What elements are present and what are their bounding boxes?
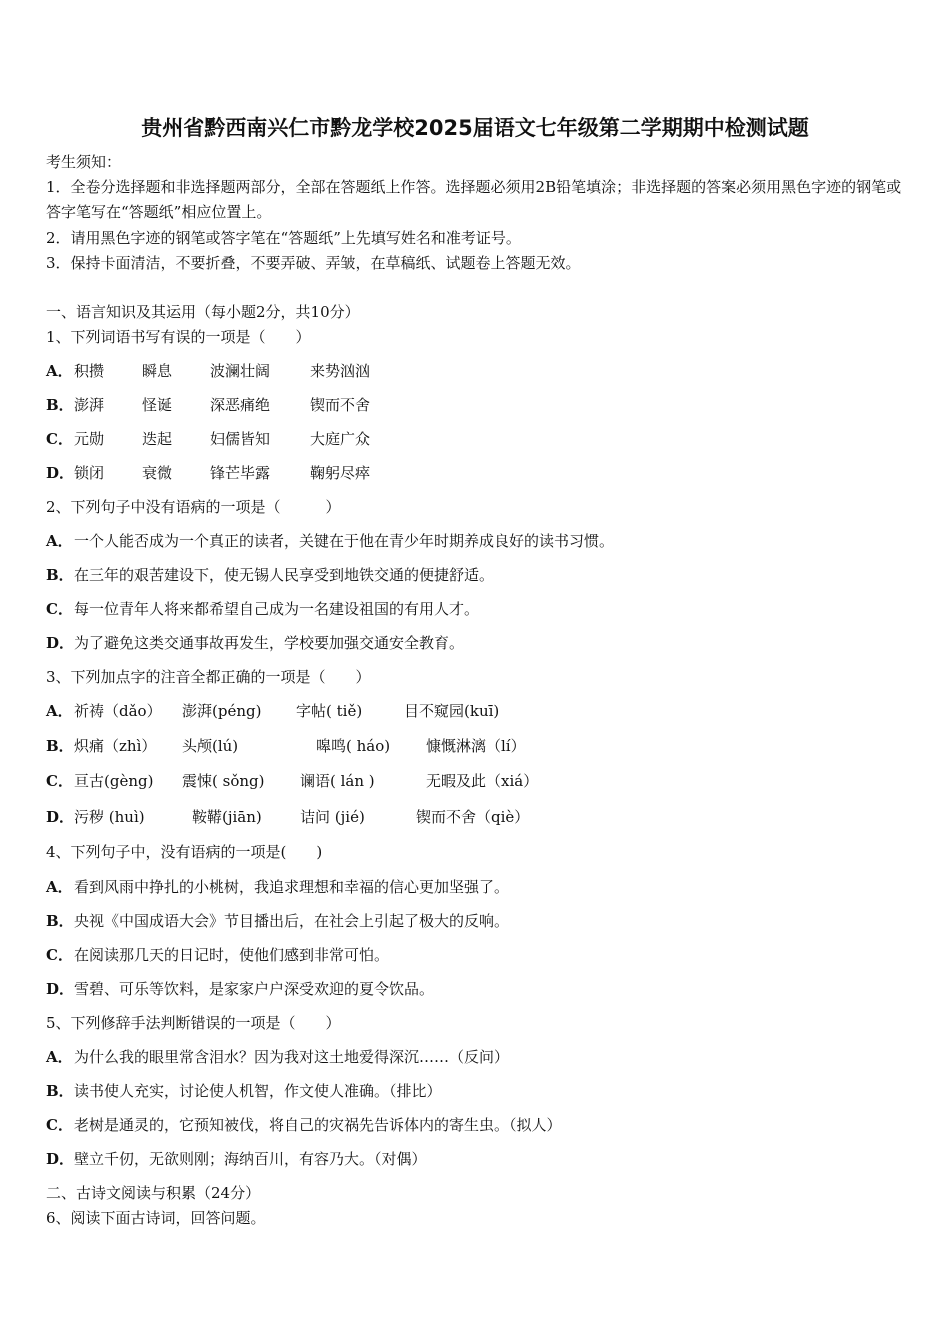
pinyin-item: 锲而不舍（qiè）: [416, 808, 530, 826]
option-letter: D．: [46, 634, 75, 652]
option-text: 为了避免这类交通事故再发生，学校要加强交通安全教育。: [74, 634, 465, 652]
option-word: 澎湃: [74, 396, 105, 414]
option-letter: D．: [46, 808, 75, 826]
option-letter: A．: [46, 1048, 73, 1066]
option-letter: B．: [46, 912, 74, 930]
question-2-option-c: [46, 599, 479, 619]
question-3-option-d: [46, 807, 529, 827]
option-text: 央视《中国成语大会》节目播出后，在社会上引起了极大的反响。: [74, 912, 510, 930]
option-text: 雪碧、可乐等饮料，是家家户户深受欢迎的夏令饮品。: [74, 980, 435, 998]
question-4-option-a: [46, 877, 509, 897]
notice-item-1: 1．全卷分选择题和非选择题两部分，全部在答题纸上作答。选择题必须用2B铅笔填涂；非选择题的答案必须用黑色字迹的钢笔或答字笔写在“答题纸”相应位置上。: [46, 178, 902, 221]
question-5-stem: 5、下列修辞手法判断错误的一项是（ ）: [46, 1014, 341, 1032]
question-2-option-a: [46, 531, 614, 551]
option-text: 每一位青年人将来都希望自己成为一名建设祖国的有用人才。: [74, 600, 480, 618]
question-6-stem: 6、阅读下面古诗词，回答问题。: [46, 1209, 266, 1227]
option-letter: B．: [46, 396, 74, 414]
pinyin-item: 祈祷（dǎo）: [74, 702, 162, 720]
option-word: 来势汹汹: [310, 362, 371, 380]
option-text: 在阅读那几天的日记时，使他们感到非常可怕。: [74, 946, 390, 964]
question-4-option-b: [46, 911, 509, 931]
notice-item-3: 3．保持卡面清洁，不要折叠，不要弄破、弄皱，在草稿纸、试题卷上答题无效。: [46, 254, 581, 272]
question-3-option-b: [46, 736, 526, 756]
option-letter: C．: [46, 430, 73, 448]
section-2-heading: 二、古诗文阅读与积累（24分）: [46, 1184, 261, 1202]
option-letter: C．: [46, 772, 73, 790]
question-1-option-a: [46, 361, 370, 381]
option-word: 锋芒毕露: [210, 464, 271, 482]
option-letter: B．: [46, 566, 74, 584]
question-2-option-d: [46, 633, 464, 653]
pinyin-item: 慷慨淋漓（lí）: [426, 737, 526, 755]
question-2-option-b: [46, 565, 494, 585]
option-letter: D．: [46, 1150, 75, 1168]
pinyin-item: 谰语( lán ): [300, 772, 375, 790]
pinyin-item: 无暇及此（xiá）: [426, 772, 539, 790]
notice-item-2: 2．请用黑色字迹的钢笔或答字笔在“答题纸”上先填写姓名和准考证号。: [46, 229, 521, 247]
question-3-option-a: [46, 701, 499, 721]
option-word: 大庭广众: [310, 430, 371, 448]
pinyin-item: 目不窥园(kuī): [404, 702, 500, 720]
option-word: 鞠躬尽瘁: [310, 464, 371, 482]
option-word: 元勋: [74, 430, 105, 448]
page-title: 贵州省黔西南兴仁市黔龙学校2025届语文七年级第二学期期中检测试题: [141, 116, 809, 140]
pinyin-item: 亘古(gèng): [74, 772, 154, 790]
option-letter: A．: [46, 362, 73, 380]
option-text: 壁立千仞，无欲则刚；海纳百川，有容乃大。（对偶）: [74, 1150, 427, 1168]
option-word: 锲而不舍: [310, 396, 371, 414]
option-text: 读书使人充实，讨论使人机智，作文使人准确。（排比）: [74, 1082, 442, 1100]
option-text: 一个人能否成为一个真正的读者，关键在于他在青少年时期养成良好的读书习惯。: [74, 532, 615, 550]
option-letter: D．: [46, 464, 75, 482]
question-5-option-d: [46, 1149, 427, 1169]
option-word: 锁闭: [74, 464, 105, 482]
notice-heading: 考生须知：: [46, 153, 122, 171]
option-word: 迭起: [142, 430, 173, 448]
question-1-stem: 1、下列词语书写有误的一项是（ ）: [46, 328, 311, 346]
option-letter: B．: [46, 737, 74, 755]
option-letter: A．: [46, 532, 73, 550]
pinyin-item: 诘问 (jié): [300, 808, 365, 826]
pinyin-item: 震悚( sǒng): [182, 772, 265, 790]
option-word: 深恶痛绝: [210, 396, 271, 414]
question-1-option-b: [46, 395, 370, 415]
question-3-option-c: [46, 771, 538, 791]
question-4-stem: 4、下列句子中，没有语病的一项是( ): [46, 843, 323, 861]
option-text: 在三年的艰苦建设下，使无锡人民享受到地铁交通的便捷舒适。: [74, 566, 495, 584]
option-letter: C．: [46, 600, 73, 618]
option-letter: A．: [46, 702, 73, 720]
option-text: 老树是通灵的，它预知被伐，将自己的灾祸先告诉体内的寄生虫。（拟人）: [74, 1116, 562, 1134]
pinyin-item: 鞍鞯(jiān): [192, 808, 262, 826]
question-5-option-c: [46, 1115, 562, 1135]
question-3-stem: 3、下列加点字的注音全都正确的一项是（ ）: [46, 668, 371, 686]
option-letter: C．: [46, 946, 73, 964]
option-word: 衰微: [142, 464, 173, 482]
pinyin-item: 嗥鸣( háo): [316, 737, 391, 755]
option-word: 瞬息: [142, 362, 173, 380]
option-word: 妇儒皆知: [210, 430, 271, 448]
option-letter: D．: [46, 980, 75, 998]
pinyin-item: 头颅(lú): [182, 737, 239, 755]
pinyin-item: 炽痛（zhì）: [74, 737, 157, 755]
option-letter: C．: [46, 1116, 73, 1134]
question-2-stem: 2、下列句子中没有语病的一项是（ ）: [46, 498, 341, 516]
option-word: 波澜壮阔: [210, 362, 271, 380]
question-1-option-c: [46, 429, 370, 449]
option-letter: A．: [46, 878, 73, 896]
pinyin-item: 字帖( tiě): [296, 702, 363, 720]
question-4-option-c: [46, 945, 389, 965]
option-word: 积攒: [74, 362, 105, 380]
option-text: 为什么我的眼里常含泪水？因为我对这土地爱得深沉……（反问）: [74, 1048, 510, 1066]
option-word: 怪诞: [142, 396, 173, 414]
option-letter: B．: [46, 1082, 74, 1100]
option-text: 看到风雨中挣扎的小桃树，我追求理想和幸福的信心更加坚强了。: [74, 878, 510, 896]
question-5-option-b: [46, 1081, 442, 1101]
pinyin-item: 污秽 (huì): [74, 808, 145, 826]
question-1-option-d: [46, 463, 370, 483]
pinyin-item: 澎湃(péng): [182, 702, 262, 720]
section-1-heading: 一、语言知识及其运用（每小题2分，共10分）: [46, 303, 360, 321]
question-4-option-d: [46, 979, 434, 999]
question-5-option-a: [46, 1047, 509, 1067]
